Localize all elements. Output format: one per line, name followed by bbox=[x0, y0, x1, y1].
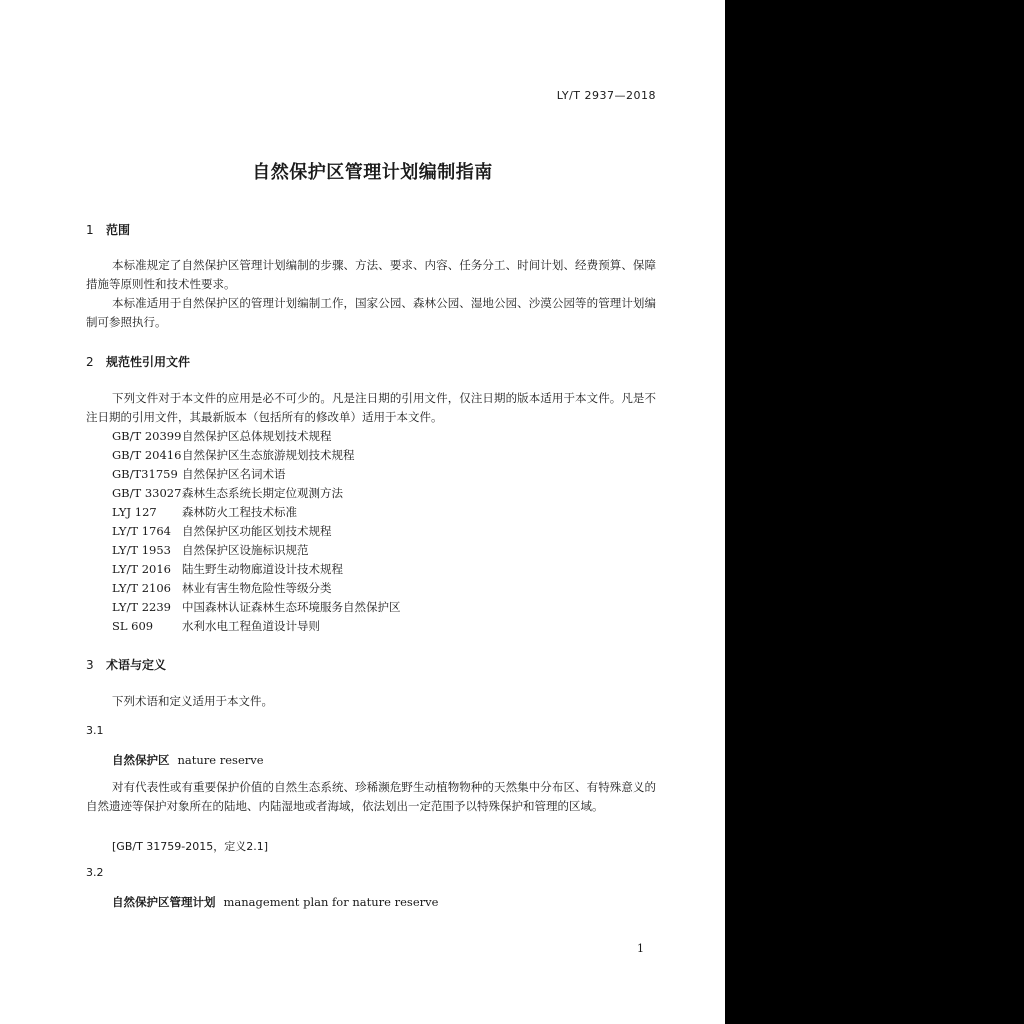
reference-item bbox=[112, 503, 297, 522]
reference-title: 自然保护区总体规划技术规程 bbox=[182, 429, 332, 443]
reference-item bbox=[112, 484, 343, 503]
reference-title: 自然保护区设施标识规范 bbox=[182, 543, 309, 557]
reference-title: 陆生野生动物廊道设计技术规程 bbox=[182, 562, 343, 576]
scope-paragraph-1: 本标准规定了自然保护区管理计划编制的步骤、方法、要求、内容、任务分工、时间计划、经费预算、保障措施等原则性和技术性要求。 bbox=[86, 258, 656, 291]
reference-title: 森林生态系统长期定位观测方法 bbox=[182, 486, 343, 500]
section-1-heading bbox=[86, 221, 130, 238]
section-1-number: 1 bbox=[86, 223, 94, 237]
section-2-number: 2 bbox=[86, 355, 94, 369]
reference-item bbox=[112, 617, 320, 636]
reference-item bbox=[112, 541, 309, 560]
reference-code: LY/T 1764 bbox=[112, 524, 171, 538]
reference-item bbox=[112, 598, 401, 617]
term-3-1 bbox=[112, 752, 264, 768]
reference-title: 自然保护区名词术语 bbox=[182, 467, 286, 481]
term-english: nature reserve bbox=[177, 753, 264, 767]
document-title: 自然保护区管理计划编制指南 bbox=[252, 162, 493, 183]
section-3-number: 3 bbox=[86, 658, 94, 672]
section-1-title: 范围 bbox=[106, 223, 131, 237]
term-chinese: 自然保护区管理计划 bbox=[112, 895, 216, 909]
reference-title: 自然保护区生态旅游规划技术规程 bbox=[182, 448, 355, 462]
reference-item bbox=[112, 446, 355, 465]
reference-title: 自然保护区功能区划技术规程 bbox=[182, 524, 332, 538]
term-3-1-number: 3.1 bbox=[86, 724, 104, 737]
reference-item bbox=[112, 579, 332, 598]
section-3-heading bbox=[86, 656, 166, 673]
terms-intro: 下列术语和定义适用于本文件。 bbox=[112, 694, 273, 708]
reference-item bbox=[112, 465, 286, 484]
reference-code: GB/T 20399 bbox=[112, 429, 182, 443]
section-2-heading bbox=[86, 353, 190, 370]
scope-paragraph-2: 本标准适用于自然保护区的管理计划编制工作，国家公园、森林公园、湿地公园、沙漠公园等的管理计划编制可参照执行。 bbox=[86, 296, 656, 329]
reference-code: GB/T 33027 bbox=[112, 486, 182, 500]
page-number: 1 bbox=[637, 942, 644, 955]
standard-code: LY/T 2937—2018 bbox=[556, 89, 656, 102]
reference-item bbox=[112, 560, 343, 579]
reference-item bbox=[112, 427, 332, 446]
reference-code: SL 609 bbox=[112, 619, 154, 633]
term-3-1-definition: 对有代表性或有重要保护价值的自然生态系统、珍稀濒危野生动植物物种的天然集中分布区、有特殊意义的自然遗迹等保护对象所在的陆地、内陆湿地或者海域，依法划出一定范围予以特殊保护和管理的区域。 bbox=[86, 780, 656, 813]
term-english: management plan for nature reserve bbox=[223, 895, 439, 909]
reference-code: LY/T 1953 bbox=[112, 543, 171, 557]
reference-title: 森林防火工程技术标准 bbox=[182, 505, 297, 519]
reference-code: GB/T31759 bbox=[112, 467, 178, 481]
reference-title: 林业有害生物危险性等级分类 bbox=[182, 581, 332, 595]
reference-code: LY/T 2106 bbox=[112, 581, 171, 595]
reference-title: 中国森林认证森林生态环境服务自然保护区 bbox=[182, 600, 401, 614]
reference-title: 水利水电工程鱼道设计导则 bbox=[182, 619, 320, 633]
term-3-1-source: [GB/T 31759-2015，定义2.1] bbox=[112, 840, 269, 853]
term-3-2 bbox=[112, 894, 438, 910]
references-intro: 下列文件对于本文件的应用是必不可少的。凡是注日期的引用文件，仅注日期的版本适用于本文件。凡是不注日期的引用文件，其最新版本（包括所有的修改单）适用于本文件。 bbox=[86, 391, 656, 424]
term-3-2-number: 3.2 bbox=[86, 866, 104, 879]
reference-code: GB/T 20416 bbox=[112, 448, 182, 462]
term-chinese: 自然保护区 bbox=[112, 753, 170, 767]
reference-code: LY/T 2239 bbox=[112, 600, 171, 614]
section-3-title: 术语与定义 bbox=[106, 658, 167, 672]
section-2-title: 规范性引用文件 bbox=[106, 355, 191, 369]
reference-code: LYJ 127 bbox=[112, 505, 157, 519]
reference-item bbox=[112, 522, 332, 541]
reference-code: LY/T 2016 bbox=[112, 562, 171, 576]
